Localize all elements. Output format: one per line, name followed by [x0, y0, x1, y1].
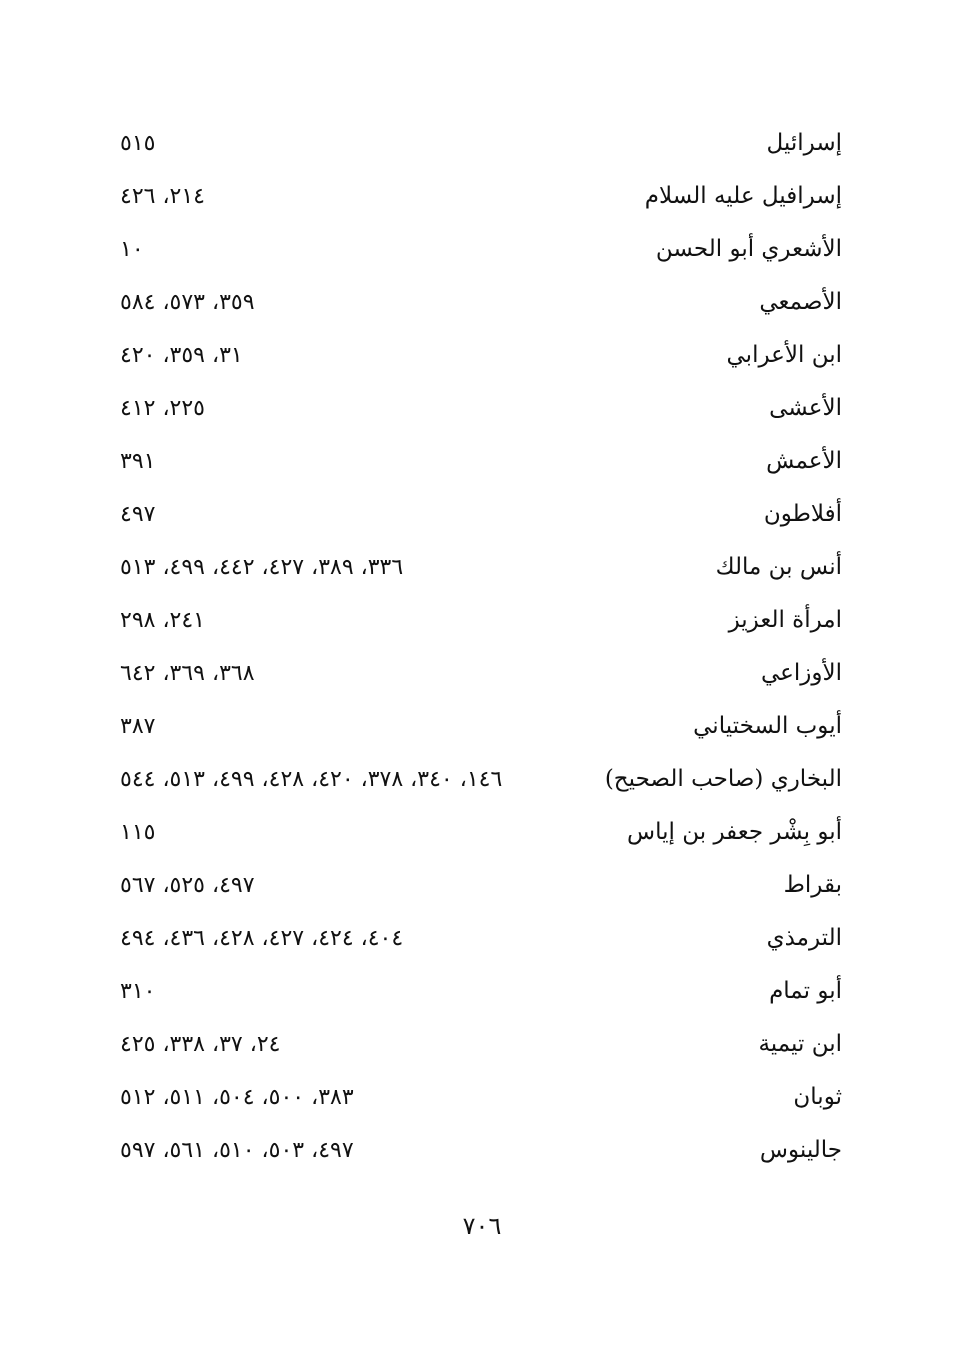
index-entry	[120, 1124, 842, 1177]
entry-name: ابن تيمية	[758, 1031, 842, 1057]
index-entry	[120, 859, 842, 912]
entry-name: بقراط	[783, 872, 842, 898]
entry-pages: ٣٣٦، ٣٨٩، ٤٢٧، ٤٤٢، ٤٩٩، ٥١٣	[120, 555, 404, 580]
entry-name: ابن الأعرابي	[726, 342, 842, 368]
entry-pages: ٣١، ٣٥٩، ٤٢٠	[120, 343, 243, 368]
entry-name: الترمذي	[766, 925, 842, 951]
page-number: ٧٠٦	[462, 1212, 502, 1240]
entry-pages: ١١٥	[120, 820, 156, 845]
entry-pages: ٤٠٤، ٤٢٤، ٤٢٧، ٤٢٨، ٤٣٦، ٤٩٤	[120, 926, 404, 951]
entry-pages: ٢٤، ٣٧، ٣٣٨، ٤٢٥	[120, 1032, 281, 1057]
index-entry	[120, 488, 842, 541]
entry-name: جالينوس	[759, 1137, 842, 1163]
index-entry	[120, 170, 842, 223]
entry-name: أبو بِشْر جعفر بن إياس	[627, 819, 842, 845]
entry-name: أنس بن مالك	[715, 554, 842, 580]
index-entry	[120, 329, 842, 382]
entry-pages: ٢٢٥، ٤١٢	[120, 396, 205, 421]
entry-pages: ٤٩٧، ٥٢٥، ٥٦٧	[120, 873, 255, 898]
index-list	[120, 117, 842, 1177]
entry-pages: ٣١٠	[120, 979, 156, 1004]
entry-name: الأشعري أبو الحسن	[655, 236, 842, 262]
entry-name: الأصمعي	[759, 289, 842, 315]
entry-name: إسرائيل	[766, 130, 842, 156]
entry-pages: ٤٩٧	[120, 502, 156, 527]
index-entry	[120, 806, 842, 859]
entry-pages: ٤٩٧، ٥٠٣، ٥١٠، ٥٦١، ٥٩٧	[120, 1138, 354, 1163]
index-entry	[120, 1071, 842, 1124]
index-entry	[120, 912, 842, 965]
index-entry	[120, 753, 842, 806]
entry-pages: ٢١٤، ٤٢٦	[120, 184, 205, 209]
entry-name: أيوب السختياني	[693, 713, 842, 739]
entry-name: البخاري (صاحب الصحيح)	[604, 766, 842, 792]
entry-pages: ٢٤١، ٢٩٨	[120, 608, 205, 633]
entry-pages: ٣٩١	[120, 449, 156, 474]
entry-pages: ١٤٦، ٣٤٠، ٣٧٨، ٤٢٠، ٤٢٨، ٤٩٩، ٥١٣، ٥٤٤	[120, 767, 503, 792]
index-entry	[120, 276, 842, 329]
entry-name: امرأة العزيز	[728, 607, 842, 633]
entry-pages: ٥١٥	[120, 131, 156, 156]
entry-name: الأعشى	[769, 395, 842, 421]
entry-pages: ٣٨٧	[120, 714, 156, 739]
index-entry	[120, 700, 842, 753]
entry-pages: ٣٨٣، ٥٠٠، ٥٠٤، ٥١١، ٥١٢	[120, 1085, 354, 1110]
entry-name: الأعمش	[766, 448, 842, 474]
entry-name: ثوبان	[793, 1084, 842, 1110]
index-entry	[120, 965, 842, 1018]
entry-name: إسرافيل عليه السلام	[644, 183, 842, 209]
index-entry	[120, 382, 842, 435]
index-entry	[120, 117, 842, 170]
entry-pages: ٣٦٨، ٣٦٩، ٦٤٢	[120, 661, 255, 686]
index-entry	[120, 541, 842, 594]
entry-name: أفلاطون	[763, 501, 842, 527]
index-entry	[120, 594, 842, 647]
index-entry	[120, 223, 842, 276]
index-entry	[120, 435, 842, 488]
entry-name: أبو تمام	[769, 978, 842, 1004]
entry-pages: ١٠	[120, 237, 144, 262]
entry-name: الأوزاعي	[760, 660, 842, 686]
index-entry	[120, 647, 842, 700]
entry-pages: ٣٥٩، ٥٧٣، ٥٨٤	[120, 290, 255, 315]
index-entry	[120, 1018, 842, 1071]
